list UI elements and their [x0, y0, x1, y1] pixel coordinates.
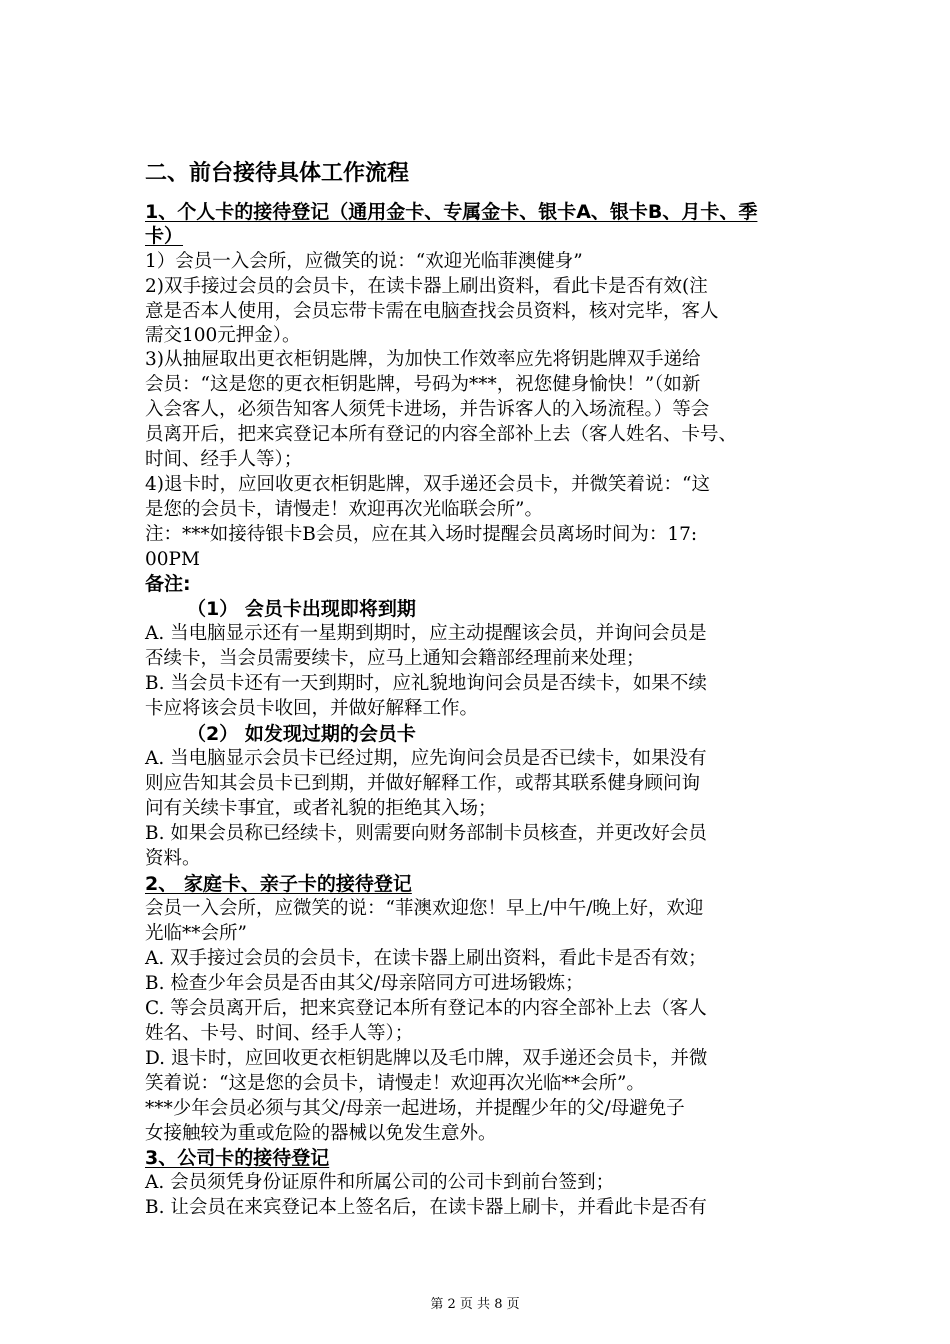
- s2-line: A. 双手接过会员的会员卡，在读卡器上刷出资料，看此卡是否有效；: [145, 948, 707, 969]
- s3-heading: 3、公司卡的接待登记: [145, 1147, 330, 1169]
- s1-line: 员离开后，把来宾登记本所有登记的内容全部补上去（客人姓名、卡号、: [145, 424, 738, 445]
- s2-heading: 2、 家庭卡、亲子卡的接待登记: [145, 873, 412, 895]
- s2-line: 女接触较为重或危险的器械以免发生意外。: [145, 1123, 497, 1144]
- s2-line: 会员一入会所，应微笑的说：“菲澳欢迎您！早上/中午/晚上好，欢迎: [145, 898, 704, 919]
- page-footer: 第 2 页 共 8 页: [430, 1297, 520, 1312]
- s1-line: 是您的会员卡，请慢走！欢迎再次光临联会所”。: [145, 499, 543, 520]
- note1-title: （1） 会员卡出现即将到期: [187, 598, 416, 620]
- note2-title: （2） 如发现过期的会员卡: [187, 723, 416, 745]
- s1-line: 1）会员一入会所，应微笑的说：“欢迎光临菲澳健身”: [145, 251, 583, 272]
- note2-line: 问有关续卡事宜，或者礼貌的拒绝其入场；: [145, 798, 497, 819]
- section-title: 二、前台接待具体工作流程: [145, 161, 410, 186]
- note1-line: 否续卡，当会员需要续卡，应马上通知会籍部经理前来处理；: [145, 648, 645, 669]
- s1-line: 需交100元押金）。: [145, 325, 301, 346]
- s2-line: 笑着说：“这是您的会员卡，请慢走！欢迎再次光临**会所”。: [145, 1073, 645, 1094]
- s1-line: 会员：“这是您的更衣柜钥匙牌，号码为***，祝您健身愉快！”（如新: [145, 374, 701, 395]
- s1-heading-line1: 1、个人卡的接待登记（通用金卡、专属金卡、银卡A、银卡B、月卡、季: [145, 201, 758, 223]
- s1-heading-line2: 卡）: [145, 225, 184, 247]
- s1-line: 2)双手接过会员的会员卡，在读卡器上刷出资料，看此卡是否有效(注: [145, 276, 708, 297]
- s1-line: 意是否本人使用，会员忘带卡需在电脑查找会员资料，核对完毕，客人: [145, 301, 719, 322]
- s2-line: 光临**会所”: [145, 923, 247, 944]
- note1-line: 卡应将该会员卡收回，并做好解释工作。: [145, 698, 479, 719]
- s1-line: 00PM: [145, 549, 200, 570]
- s2-line: D. 退卡时，应回收更衣柜钥匙牌以及毛巾牌，双手递还会员卡，并微: [145, 1048, 708, 1069]
- s1-line: 入会客人，必须告知客人须凭卡进场，并告诉客人的入场流程。）等会: [145, 399, 710, 420]
- note-label: 备注:: [145, 573, 191, 595]
- s2-line: C. 等会员离开后，把来宾登记本所有登记本的内容全部补上去（客人: [145, 998, 707, 1019]
- note2-line: A. 当电脑显示会员卡已经过期，应先询问会员是否已续卡，如果没有: [145, 748, 707, 769]
- s1-line: 注：***如接待银卡B会员，应在其入场时提醒会员离场时间为：17:: [145, 524, 698, 545]
- s2-line: B. 检查少年会员是否由其父/母亲陪同方可进场锻炼；: [145, 973, 584, 994]
- note2-line: B. 如果会员称已经续卡，则需要向财务部制卡员核查，并更改好会员: [145, 823, 707, 844]
- note2-line: 资料。: [145, 848, 201, 869]
- s2-line: 姓名、卡号、时间、经手人等）；: [145, 1023, 414, 1044]
- note2-line: 则应告知其会员卡已到期，并做好解释工作，或帮其联系健身顾问询: [145, 773, 701, 794]
- s1-line: 时间、经手人等）；: [145, 449, 303, 470]
- note1-line: A. 当电脑显示还有一星期到期时，应主动提醒该会员，并询问会员是: [145, 623, 707, 644]
- s1-line: 4)退卡时，应回收更衣柜钥匙牌，双手递还会员卡，并微笑着说：“这: [145, 474, 710, 495]
- note1-line: B. 当会员卡还有一天到期时，应礼貌地询问会员是否续卡，如果不续: [145, 673, 707, 694]
- s1-line: 3)从抽屉取出更衣柜钥匙牌，为加快工作效率应先将钥匙牌双手递给: [145, 349, 701, 370]
- s3-line: B. 让会员在来宾登记本上签名后，在读卡器上刷卡，并看此卡是否有: [145, 1197, 707, 1218]
- s3-line: A. 会员须凭身份证原件和所属公司的公司卡到前台签到；: [145, 1172, 615, 1193]
- s2-line: ***少年会员必须与其父/母亲一起进场，并提醒少年的父/母避免子: [145, 1098, 685, 1119]
